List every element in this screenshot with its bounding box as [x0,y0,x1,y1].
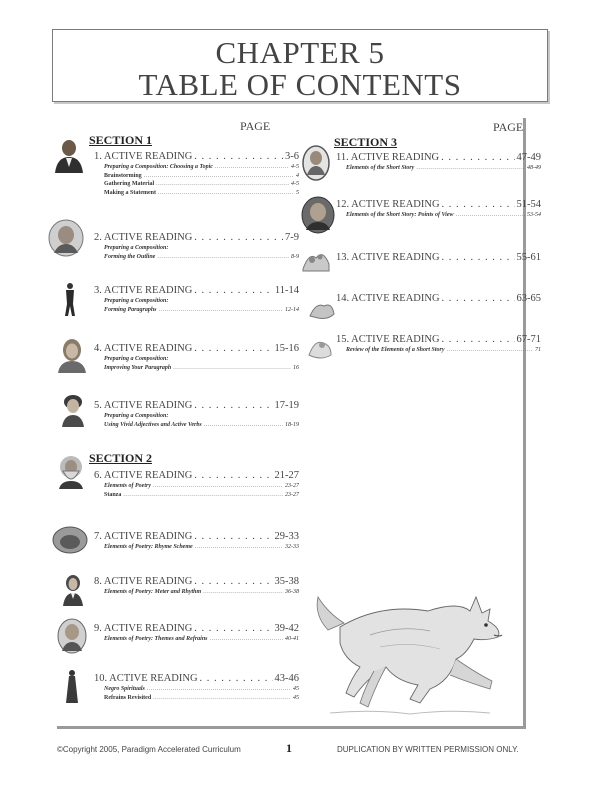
toc-entry-main-line [94,342,299,355]
toc-entry-main-line [94,469,299,482]
toc-entry-pages: 39-42 [274,623,299,634]
toc-entry [94,672,299,702]
dot-leader [194,231,283,244]
toc-entry-main-line [94,672,299,685]
toc-entry-pages: 11-14 [274,285,299,296]
toc-subentry [94,685,299,694]
portrait-elderly-man-icon [48,219,84,257]
toc-entry [94,284,299,314]
footer-page-number: 1 [286,741,292,755]
toc-entry-pages: 63-65 [516,293,541,304]
section-2-heading: SECTION 2 [89,451,153,465]
toc-subentry-pages: 32-33 [285,544,299,550]
toc-subentry-label: Using Vivid Adjectives and Active Verbs [104,421,202,428]
footer-notice: DUPLICATION BY WRITTEN PERMISSION ONLY. [337,745,519,754]
toc-entry-main-line [94,284,299,297]
toc-subentry-label: Improving Your Paragraph [104,364,172,371]
toc-entry [94,575,299,597]
toc-subentry-pages: 53-54 [527,212,541,218]
toc-subentry-pages: 45 [293,694,299,701]
dot-leader [194,530,272,543]
portrait-bearded-man-icon [56,455,86,489]
toc-subentry-pages: 4-5 [291,181,299,187]
dot-leader [157,253,289,262]
toc-entry [94,342,299,372]
portrait-standing-figure-icon [62,282,78,318]
footer-copyright: ©Copyright 2005, Paradigm Accelerated Curriculum [57,745,241,754]
dot-leader [194,342,272,355]
dot-leader [442,292,515,305]
toc-subentry [336,346,541,355]
toc-subentry-pages: 48-49 [527,165,541,171]
toc-subentry [94,297,299,306]
toc-entry [94,469,299,499]
toc-subentry [94,180,299,189]
toc-entry [336,151,541,173]
toc-entry-title: 11. ACTIVE READING [336,152,440,163]
portrait-woman-headscarf-icon [57,618,87,654]
toc-subentry [94,355,299,364]
toc-subentry-label: Forming Paragraphs [104,306,157,313]
toc-subentry [94,491,299,500]
toc-entry-title: 4. ACTIVE READING [94,343,193,354]
toc-entry-main-line [94,575,299,588]
dot-leader [442,198,515,211]
toc-subentry [94,412,299,421]
toc-entry [336,198,541,220]
illustration-sketch-animal-icon [308,296,336,322]
toc-subentry [336,164,541,173]
dot-leader [194,284,273,297]
toc-subentry [94,482,299,491]
toc-subentry [94,244,299,253]
page-column-header-right: PAGE [493,120,524,134]
toc-entry [94,150,299,197]
portrait-woman-oval-icon [302,145,330,181]
toc-subentry-label: Negro Spirituals [104,686,145,692]
toc-subentry-label: Elements of Poetry: Rhyme Scheme [104,544,193,550]
dot-leader [194,399,272,412]
toc-entry-pages: 3-6 [285,151,299,162]
section-3-heading: SECTION 3 [334,135,398,149]
toc-subentry-label: Elements of Poetry: Meter and Rhythm [104,589,202,595]
toc-entry [336,333,541,355]
dot-leader [194,150,283,163]
toc-subentry-pages: 23-27 [285,483,299,489]
toc-subentry-label: Preparing a Composition: Choosing a Topic [104,164,213,170]
toc-subentry-pages: 23-27 [285,491,299,498]
toc-entry-pages: 51-54 [516,199,541,210]
toc-subentry-pages: 5 [296,189,299,196]
toc-entry-pages: 17-19 [274,400,299,411]
toc-subentry-label: Elements of the Short Story [346,165,415,171]
toc-entry-pages: 29-33 [274,531,299,542]
toc-entry [336,292,541,305]
toc-subentry-label: Gathering Material [104,181,155,187]
toc-subentry-pages: 4-5 [291,164,299,170]
portrait-robed-figure-icon [64,669,80,703]
chapter-title-box [52,29,548,102]
dot-leader [144,172,294,181]
dot-leader [204,421,283,430]
toc-subentry [94,253,299,262]
toc-entry-title: 9. ACTIVE READING [94,623,193,634]
toc-subentry-label: Refrains Revisited [104,694,152,701]
toc-subentry-label: Elements of Poetry [104,483,151,489]
dot-leader [147,685,291,694]
toc-entry-main-line [336,151,541,164]
toc-entry-title: 6. ACTIVE READING [94,470,193,481]
toc-entry-main-line [336,251,541,264]
dot-leader [194,469,272,482]
toc-subentry-label: Preparing a Composition: [104,413,169,419]
portrait-victorian-woman-icon [62,574,84,606]
dot-leader [456,211,525,220]
dot-leader [123,491,283,500]
toc-subentry-label: Forming the Outline [104,253,156,260]
toc-subentry-pages: 40-41 [285,636,299,642]
toc-entry [94,622,299,644]
toc-entry [94,530,299,552]
portrait-woman-icon [55,337,89,373]
toc-subentry-pages: 71 [535,347,541,353]
toc-subentry-label: Elements of Poetry: Themes and Refrains [104,636,208,642]
dot-leader [203,588,283,597]
toc-subentry [94,543,299,552]
dot-leader [158,189,294,198]
toc-entry-main-line [94,231,299,244]
toc-entry [94,231,299,261]
dot-leader [200,672,273,685]
toc-entry-main-line [94,622,299,635]
dot-leader [153,482,283,491]
toc-entry-title: 10. ACTIVE READING [94,673,198,684]
toc-subentry-pages: 12-14 [285,306,299,313]
toc-subentry-label: Review of the Elements of a Short Story [346,347,445,353]
toc-subentry-label: Preparing a Composition: [104,298,169,304]
dot-leader [416,164,525,173]
toc-entry-pages: 35-38 [274,576,299,587]
toc-entry [94,399,299,429]
illustration-sketch-figure-icon [305,333,335,363]
dot-leader [195,543,283,552]
toc-subentry [94,635,299,644]
toc-entry-title: 15. ACTIVE READING [336,334,440,345]
toc-subentry [94,364,299,373]
dot-leader [447,346,533,355]
toc-subentry-label: Stanza [104,491,122,498]
toc-subentry-label: Preparing a Composition: [104,356,169,362]
dot-leader [442,333,515,346]
toc-subentry [94,306,299,315]
toc-entry-main-line [336,333,541,346]
toc-subentry [94,163,299,172]
toc-heading: TABLE OF CONTENTS [138,67,462,102]
toc-entry-title: 8. ACTIVE READING [94,576,193,587]
toc-entry-main-line [94,150,299,163]
toc-entry-main-line [336,292,541,305]
dot-leader [441,151,514,164]
dot-leader [159,306,283,315]
toc-subentry [94,588,299,597]
section-1-heading: SECTION 1 [89,133,153,147]
toc-subentry-label: Brainstorming [104,172,142,179]
toc-subentry-pages: 16 [293,364,299,371]
page-column-header-left: PAGE [240,119,271,133]
toc-subentry [94,421,299,430]
toc-entry-pages: 7-9 [285,232,299,243]
toc-entry-pages: 43-46 [274,673,299,684]
dot-leader [173,364,291,373]
portrait-woman-hat-icon [60,393,86,427]
illustration-sketch-scene-icon [300,244,332,276]
toc-subentry [94,172,299,181]
toc-entry-title: 1. ACTIVE READING [94,151,193,162]
toc-entry-title: 5. ACTIVE READING [94,400,193,411]
toc-entry-title: 14. ACTIVE READING [336,293,440,304]
toc-subentry [336,211,541,220]
toc-entry-main-line [94,399,299,412]
portrait-author-framed-icon [301,196,335,234]
toc-entry-pages: 55-61 [516,252,541,263]
toc-subentry-pages: 36-38 [285,589,299,595]
toc-subentry-pages: 8-9 [291,253,299,260]
toc-entry-main-line [94,530,299,543]
toc-subentry-label: Preparing a Composition: [104,245,169,251]
toc-entry-pages: 67-71 [516,334,541,345]
toc-entry-main-line [336,198,541,211]
dot-leader [215,163,289,172]
toc-entry-pages: 21-27 [274,470,299,481]
toc-entry-pages: 15-16 [274,343,299,354]
toc-subentry [94,189,299,198]
toc-subentry-pages: 4 [296,172,299,179]
dot-leader [442,251,515,264]
toc-entry-title: 12. ACTIVE READING [336,199,440,210]
portrait-man-suit-icon [51,137,87,173]
toc-entry-title: 7. ACTIVE READING [94,531,193,542]
toc-entry-pages: 47-49 [516,152,541,163]
toc-entry-title: 13. ACTIVE READING [336,252,440,263]
toc-entry-title: 3. ACTIVE READING [94,285,193,296]
portrait-oval-scene-icon [52,526,88,554]
dot-leader [156,180,289,189]
toc-subentry [94,694,299,703]
toc-subentry-pages: 18-19 [285,421,299,428]
toc-entry [336,251,541,264]
toc-subentry-pages: 45 [293,686,299,692]
toc-subentry-label: Elements of the Short Story: Points of View [346,212,454,218]
dot-leader [194,622,272,635]
toc-entry-title: 2. ACTIVE READING [94,232,193,243]
toc-subentry-label: Making a Statement [104,189,156,196]
dot-leader [194,575,272,588]
dot-leader [210,635,284,644]
running-wolf-illustration [310,585,510,720]
dot-leader [153,694,291,703]
chapter-heading: CHAPTER 5 [215,35,385,70]
